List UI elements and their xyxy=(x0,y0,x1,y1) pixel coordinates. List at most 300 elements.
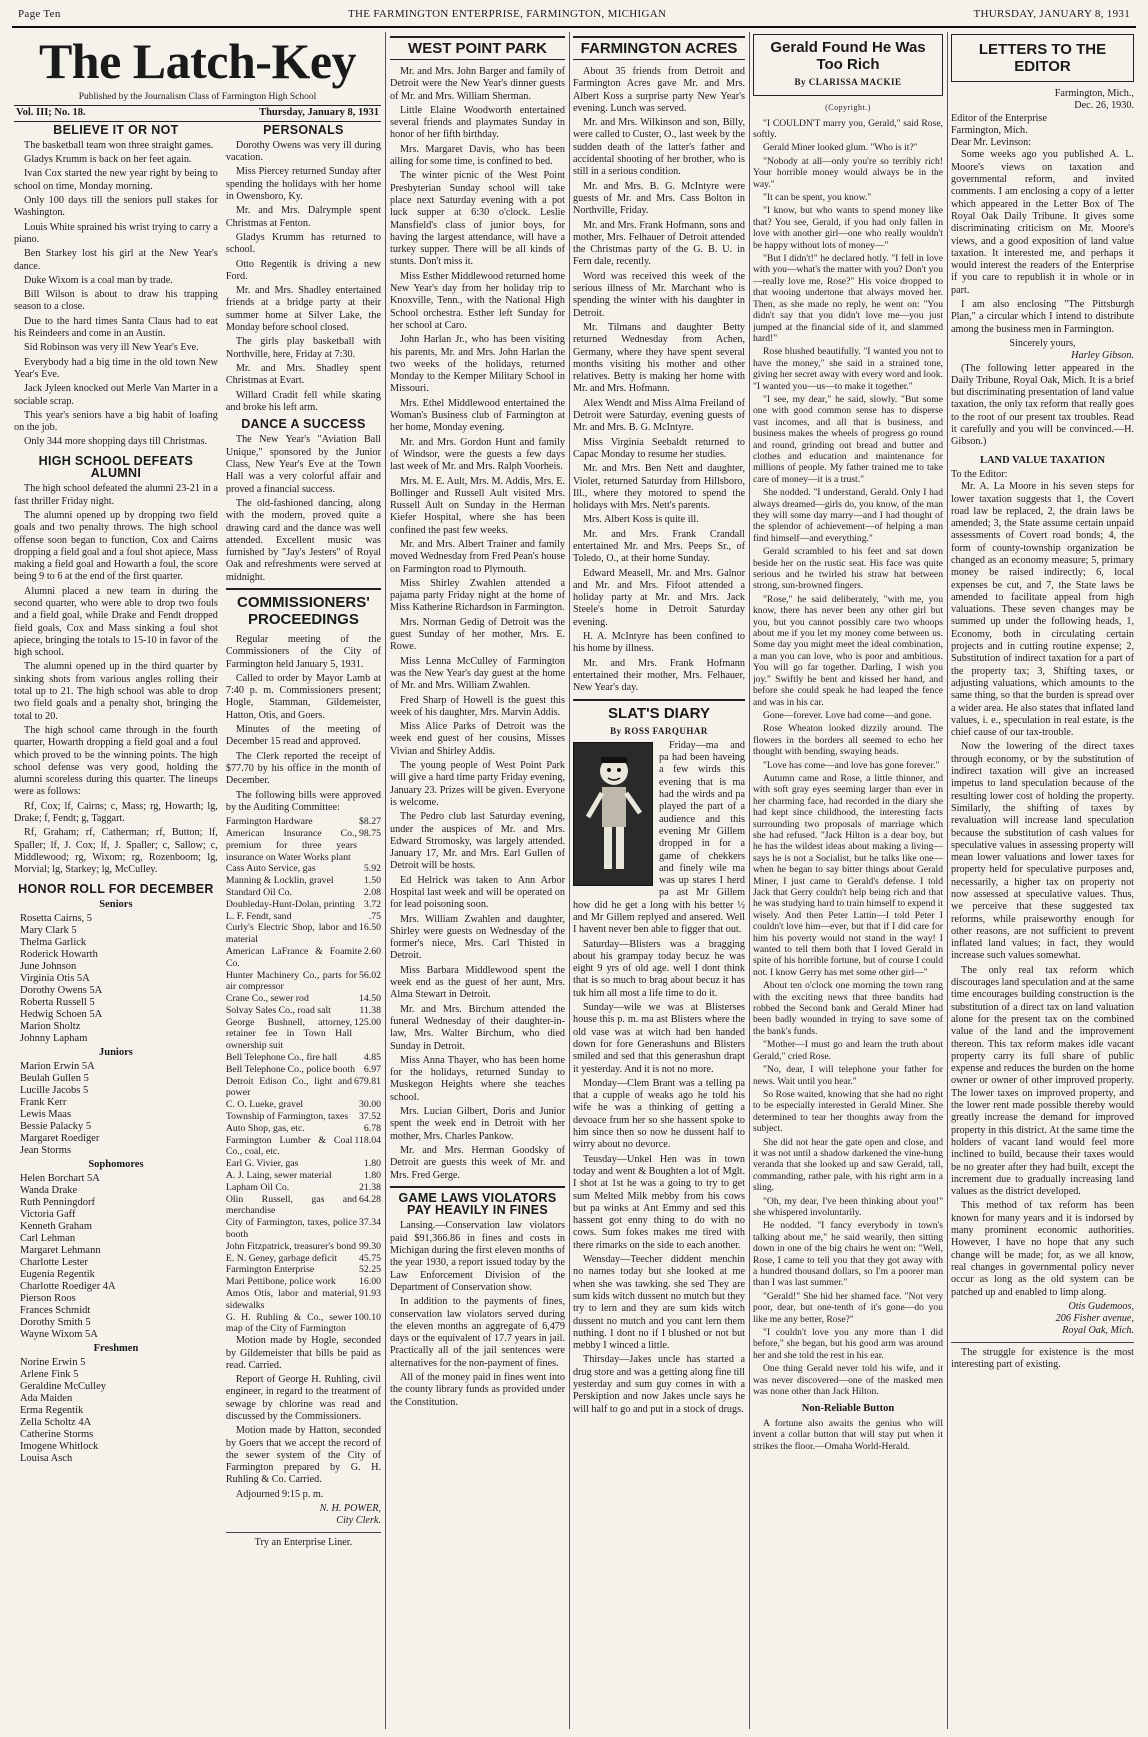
news-item: Miss Virginia Seebaldt returned to Capac Monday to resume her studies. xyxy=(573,436,745,460)
story-paragraph: She did not hear the gate open and close, and it was not until a shadow darkened the vine-hung veranda that she looked up and saw Gerald, tall, commanding, rather pale, with his right arm in a sling. xyxy=(753,1136,943,1194)
news-item: Miss Lenna McCulley of Farmington was the New Year's day guest at the home of Mr. and Mrs. William Zwahlen. xyxy=(390,655,565,692)
defeats-headline: HIGH SCHOOL DEFEATS ALUMNI xyxy=(38,453,194,481)
bill-payee: E. N. Geney, garbage deficit xyxy=(225,1252,338,1264)
honor-student: Eugenia Regentik xyxy=(20,1268,95,1280)
bill-row xyxy=(226,899,381,911)
article-paragraph: Lansing.—Conservation law violators paid $91,366.86 in fines and costs in Michigan during the first eleven months of the year 1930, a report issued today by the Law Enforcement Division of the Department of Conservation show. xyxy=(390,1220,565,1293)
bill-payee: C. O. Lueke, gravel xyxy=(225,1099,304,1111)
honor-student: Zella Scholtz 4A xyxy=(20,1416,92,1428)
article-paragraph: A fortune also awaits the genius who will invent a collar button that will stay put when it strikes the floor.—Omaha World-Herald. xyxy=(753,1417,943,1452)
bill-amount: 52.25 xyxy=(358,1264,381,1276)
honor-student: Lewis Maas xyxy=(20,1108,72,1120)
news-item: Duke Wixom is a coal man by trade. xyxy=(24,274,173,286)
bill-row xyxy=(226,1158,381,1170)
story-paragraph: "Nobody at all—only you're so terribly rich! Your horrible money would always be in the way." xyxy=(753,155,943,190)
defeats-body xyxy=(14,483,218,876)
news-item: The girls play basketball with Northville, here, Friday at 7:30. xyxy=(225,336,381,360)
honor-student: Jean Storms xyxy=(20,1144,72,1156)
bill-amount: 5.92 xyxy=(363,863,381,875)
news-item: Ben Starkey lost his girl at the New Year's dance. xyxy=(14,248,218,272)
honor-student: Geraldine McCulley xyxy=(20,1380,107,1392)
letter-paragraph: I am also enclosing "The Pittsburgh Plan," a circular which I intend to distribute among the business men in Farmington. xyxy=(951,299,1134,335)
news-item: Miss Anna Thayer, who has been home for the holidays, returned Sunday to Muskegon Heights where she teaches school. xyxy=(390,1054,565,1103)
news-item: Mrs. Margaret Davis, who has been ailing for some time, is confined to bed. xyxy=(390,143,565,168)
personals-headline: PERSONALS xyxy=(263,122,344,137)
bill-payee: American Insurance Co., premium for three years insurance on Water Works plant xyxy=(225,827,357,863)
news-item: The Pedro club last Saturday evening, under the auspices of Mr. and Mrs. Edward Stromosky, was largely attended. January 17, Mr. and Mrs. Earl Gullen of Detroit will be hosts. xyxy=(390,811,565,872)
latch-left-column xyxy=(14,122,218,1549)
bill-amount: 6.78 xyxy=(363,1122,381,1134)
story-paragraph: Gerald Miner looked glum. "Who is it?" xyxy=(763,142,918,154)
letters-headline: LETTERS TO THE EDITOR xyxy=(978,41,1107,75)
enterprise-liner-ad: Try an Enterprise Liner. xyxy=(254,1536,353,1548)
bill-amount: 118.04 xyxy=(354,1134,381,1146)
address-line: Editor of the Enterprise xyxy=(951,112,1047,124)
bill-payee: Amos Otis, labor and material, sidewalks xyxy=(225,1288,357,1311)
bill-row xyxy=(226,1194,381,1218)
honor-student: Wayne Wixom 5A xyxy=(20,1328,98,1340)
news-item: Miss Esther Middlewood returned home New Year's day from her holiday trip to Knoxville, Tenn., with the National High School orchestra. Esther left Sunday for her school at Caro. xyxy=(390,270,565,331)
bill-row xyxy=(226,1005,381,1017)
bill-amount: 16.00 xyxy=(358,1276,381,1288)
article-paragraph: The old-fashioned dancing, along with the modern, proved quite a drawing card and the dance was well attended. Excellent music was furnished by "Jay's Jesters" of Royal Oak and refreshments were served at midnight. xyxy=(225,497,381,583)
diary-entry: Wensday—Teecher diddent menchin no names today but she looked at me when she was tawking. she sed They are sum kids witch dussent no mutch but they try to lern and they are sum kids witch dussent no mutch and you cant lern them nuthing. I dont no if I blushed or not but mebby I winced a little. xyxy=(573,1254,745,1352)
bill-amount: 100.10 xyxy=(354,1311,381,1323)
issue-date: THURSDAY, JANUARY 8, 1931 xyxy=(973,8,1130,20)
section-rule xyxy=(226,588,381,590)
article-paragraph: All of the money paid in fines went into the county library funds as provided under the Constitution. xyxy=(390,1371,565,1408)
honor-student: Johnny Lapham xyxy=(20,1032,88,1044)
bill-payee: Earl G. Vivier, gas xyxy=(225,1158,299,1170)
news-item: Mr. and Mrs. Ben Nett and daughter, Violet, returned Saturday from Hillsboro, Ill., where they motored to spend the holidays with Mrs. Nett's parents. xyxy=(573,463,745,512)
honor-student: Arlene Fink 5 xyxy=(20,1368,79,1380)
honor-roll-headline: HONOR ROLL FOR DECEMBER xyxy=(18,881,214,896)
news-item: Only 100 days till the seniors pull stakes for Washington. xyxy=(14,195,218,219)
gerald-copyright: (Copyright.) xyxy=(825,103,871,113)
story-paragraph: "I see, my dear," he said, slowly. "But some one with good common sense has to disperse vast incomes, and all that is business, and business makes the wheels of progress go round and round, grinding out bread and butter and clothes and education and maintenance for millions of people. My father trained me to take care of money—it is a trust." xyxy=(753,393,943,485)
news-item: Mr. and Mrs. Gordon Hunt and family of Windsor, were the guests a few days last week of Mr. and Mrs. Ralph Voorheis. xyxy=(390,436,565,473)
divider xyxy=(573,699,745,701)
story-paragraph: She nodded. "I understand, Gerald. Only I had always dreamed—girls do, you know, of the man they will some day marry—and I had thought of the splendor of achievement—of helping a man find himself—and everything." xyxy=(753,487,943,544)
latch-key-title: The Latch-Key xyxy=(38,33,357,89)
honor-student: Thelma Garlick xyxy=(20,936,87,948)
land-tax-address-2: Royal Oak, Mich. xyxy=(1062,1325,1134,1337)
bill-row xyxy=(226,993,381,1005)
minutes-paragraph: Motion made by Hatton, seconded by Goers that we accept the record of the sewer system of the City of Farmington prepared by G. H. Ruhling & Co. Carried. xyxy=(225,1425,381,1486)
article-paragraph: The high school defeated the alumni 23-21 in a fast thriller Friday night. xyxy=(14,483,218,507)
bill-row xyxy=(226,970,381,994)
bill-row xyxy=(226,1312,381,1336)
honor-student: Ruth Penningdorf xyxy=(20,1196,95,1208)
article-paragraph: The New Year's "Aviation Ball Unique," sponsored by the Junior Class, New Year's Eve at the Town Hall was a very colorful affair and proved a financial success. xyxy=(225,434,381,495)
west-point-body xyxy=(390,66,565,1182)
game-laws-body xyxy=(390,1220,565,1408)
address-line: Dear Mr. Levinson: xyxy=(951,137,1032,149)
bill-amount: 99.30 xyxy=(358,1240,381,1252)
honor-student: Virginia Otis 5A xyxy=(20,972,90,984)
minutes-paragraph: The following bills were approved by the Auditing Committee: xyxy=(225,789,381,813)
story-paragraph: "Mother—I must go and learn the truth about Gerald," cried Rose. xyxy=(753,1039,943,1062)
bill-row xyxy=(226,863,381,875)
divider xyxy=(390,1186,565,1188)
bill-row xyxy=(226,828,381,863)
news-item: Miss Barbara Middlewood spent the week end as the guest of her aunt, Mrs. Alma Stewart in Detroit. xyxy=(390,964,565,1001)
news-item: Due to the hard times Santa Claus had to eat his Reindeers and come in an Austin. xyxy=(14,315,218,340)
story-paragraph: Rose blushed beautifully. "I wanted you not to have the money," she said in a strained tone, giving her secret away with every word and look. "I wanted you—us—to make it together." xyxy=(753,346,943,392)
bill-payee: Auto Shop, gas, etc. xyxy=(225,1122,305,1134)
letter-paragraph: Mr. A. La Moore in his seven steps for lower taxation suggests that 1, the Covert road law be replaced, 2, the drain laws be amended; 3, the State assume certain unpaid assessments of Covert road bonds; 4, the form of county-township organization be changed as an economy measure; 5, primary money be raised indirectly; 6, local expenses be cut, and 7, the State laws be amended to facilitate appeal from high valuations. These seven changes may be summed up under the following heads, 1, Economy, both in circulating certain projects and in cutting routine expense; 2, Substitution of indirect taxation for a part of the property tax; 3, Shifting taxes, or adjusting valuations, which amounts to the same thing, so that the burden is spread over a wider area. He also states that inflated land values, i. e., speculation in real estate, is the chief cause of our tax-trouble. xyxy=(951,481,1134,739)
honor-student: Dorothy Smith 5 xyxy=(20,1316,91,1328)
honor-student: Marion Sholtz xyxy=(20,1020,81,1032)
land-tax-salutation: To the Editor: xyxy=(951,468,1008,480)
letter-paragraph: Now the lowering of the direct taxes through economy, or by the substitution of indirect taxation will give an increased impetus to land speculation because of the resulting lower cost of holding the property. Similarly, the shifting of taxes by revaluation will increase land speculation because the substitution of cash values for speculative values in assessing property will mean lower valuations and lower taxes for property held for speculative purposes and, necessarily, a higher tax on property not now assessed at speculative values. Thus, we perceive that these suggested tax reforms, while praiseworthy enough for other reasons, are not sufficient to prevent inflated land values; in fact, they would increase such values somewhat. xyxy=(951,741,1134,962)
bill-amount: .75 xyxy=(368,910,381,922)
honor-student: Dorothy Owens 5A xyxy=(20,984,103,996)
news-item: Mrs. Ethel Middlewood entertained the Woman's Business club of Farmington at her home, Monday evening. xyxy=(390,397,565,434)
bill-payee: Detroit Edison Co., light and power xyxy=(225,1075,353,1099)
bill-payee: Standard Oil Co. xyxy=(225,886,292,898)
bill-amount: 1.80 xyxy=(363,1158,381,1170)
honor-student: Frances Schmidt xyxy=(20,1304,91,1316)
bill-row xyxy=(226,1135,381,1159)
bill-payee: Curly's Electric Shop, labor and material xyxy=(225,922,357,946)
honor-student: Kenneth Graham xyxy=(20,1220,93,1232)
believe-headline: BELIEVE IT OR NOT xyxy=(53,122,179,137)
latch-key-date: Thursday, January 8, 1931 xyxy=(259,107,379,119)
news-item: Mrs. Albert Koss is quite ill. xyxy=(583,514,699,526)
bill-payee: Solvay Sales Co., road salt xyxy=(225,1004,331,1016)
letter-body xyxy=(951,149,1134,335)
land-tax-headline: LAND VALUE TAXATION xyxy=(979,454,1106,466)
news-item: This year's seniors have a big habit of loafing on the job. xyxy=(14,409,218,434)
story-paragraph: "I COULDN'T marry you, Gerald," said Rose, softly. xyxy=(753,117,943,140)
bill-row xyxy=(226,1017,381,1052)
bill-payee: Township of Farmington, taxes xyxy=(225,1111,349,1123)
news-item: Mr. and Mrs. Wilkinson and son, Billy, were called to Custer, O., last week by the sudden death of the latter's father and accidental shooting of her brother, who is still in a serious condition. xyxy=(573,117,745,178)
bill-row xyxy=(226,1099,381,1111)
news-item: Fred Sharp of Howell is the guest this week of his daughter, Mrs. Marvin Addis. xyxy=(390,694,565,718)
honor-student: Ada Maiden xyxy=(20,1392,73,1404)
bill-amount: 56.02 xyxy=(358,969,381,981)
story-paragraph: Gerald scrambled to his feet and sat down beside her on the rustic seat. His face was quite serious and he twirled his straw hat between strong, sun-browned fingers. xyxy=(753,546,943,592)
bill-payee: L. F. Fendt, sand xyxy=(225,910,292,922)
commissioners-headline: COMMISSIONERS' PROCEEDINGS xyxy=(237,593,370,628)
clerk-title: City Clerk. xyxy=(336,1515,381,1527)
minutes-paragraph: Motion made by Hogle, seconded by Gildemeister that bills be paid as read. Carried. xyxy=(225,1335,381,1371)
bill-amount: 30.00 xyxy=(358,1099,381,1111)
divider xyxy=(226,1532,381,1533)
honor-student: Marion Erwin 5A xyxy=(20,1060,95,1072)
news-item: Ed Helrick was taken to Ann Arbor Hospital last week and will be operated on for lead poisoning soon. xyxy=(390,874,565,911)
letter-paragraph: Some weeks ago you published A. L. Moore's views on taxation and governmental reform, and invited comments. I am enclosing a copy of a letter which appeared in the Letter Box of The Royal Oak Daily Tribune. It gives some discriminating criticism on Mr. Moore's views, and a good exposition of land value taxation. It interested me, and perhaps it would interest the readers of the Enterprise if you care to republish it in whole or in part. xyxy=(951,149,1134,296)
news-item: Alex Wendt and Miss Alma Freiland of Detroit were Saturday, evening guests of Mr. and Mrs. B. G. McIntyre. xyxy=(573,397,745,434)
story-paragraph: About ten o'clock one morning the town rang with the exciting news that three bandits had robbed the Second bank and Gerald Miner had been badly wounded in trying to save some of the bank's funds. xyxy=(753,980,943,1037)
article-paragraph: Alumni placed a new team in during the second quarter, who were able to drop two fouls and a field goal, while Drake and Fendt dropped field goals, Cox and Mass sinking a foul shot apiece, bringing the totals to 15-10 in favor of the high school. xyxy=(14,585,218,659)
news-item: Mr. and Mrs. Shadley entertained friends at a bridge party at their summer home at Silver Lake, the Monday before school closed. xyxy=(225,285,381,334)
minutes-paragraph: Regular meeting of the Commissioners of the City of Farmington held January 5, 1931. xyxy=(225,633,381,670)
closing-quip: The struggle for existence is the most interesting part of existing. xyxy=(951,1346,1134,1370)
grade-heading: Freshmen xyxy=(93,1342,139,1354)
bill-row xyxy=(226,816,381,828)
bill-payee: Farmington Lumber & Coal Co., coal, etc. xyxy=(225,1134,353,1158)
story-paragraph: "It can be spent, you know." xyxy=(763,192,872,204)
west-point-column xyxy=(390,32,565,1729)
news-item: John Harlan Jr., who has been visiting his parents, Mr. and Mrs. John Harlan the two weeks of the holidays, returned Monday to the Kemper Military School in Missouri. xyxy=(390,334,565,395)
bill-amount: 91.93 xyxy=(358,1288,381,1300)
bill-amount: 2.60 xyxy=(363,945,381,957)
bill-amount: 1.80 xyxy=(363,1170,381,1182)
bill-payee: American LaFrance & Foamite Co. xyxy=(225,945,362,969)
collar-button-headline: Non-Reliable Button xyxy=(801,1403,895,1415)
bill-payee: City of Farmington, taxes, police booth xyxy=(225,1217,357,1241)
game-laws-headline: GAME LAWS VIOLATORS PAY HEAVILY IN FINES xyxy=(398,1190,557,1218)
bill-payee: Bell Telephone Co., fire hall xyxy=(225,1052,338,1064)
bill-payee: Olin Russell, gas and merchandise xyxy=(225,1193,357,1217)
bill-payee: Lapham Oil Co. xyxy=(225,1181,290,1193)
article-paragraph: The alumni opened up in the third quarter by sinking shots from various angles rolling their total up to 21. The high school was able to drop two field goals and a penalty shot, bringing the total to 20. xyxy=(14,661,218,722)
news-item: Mr. and Mrs. John Barger and family of Detroit were the New Year's dinner guests of Mr. and Mrs. William Sherman. xyxy=(390,66,565,102)
news-item: Mr. and Mrs. Herman Goodsky of Detroit are guests this week of Mr. and Mrs. Fred Gerge. xyxy=(390,1144,565,1181)
news-item: Ivan Cox started the new year right by being to school on time, Monday morning. xyxy=(14,168,218,192)
honor-student: Beulah Gullen 5 xyxy=(20,1072,89,1084)
news-item: Mrs. Norman Gedig of Detroit was the guest Sunday of her mother, Mrs. E. Rowe. xyxy=(390,616,565,653)
land-tax-body xyxy=(951,481,1134,1299)
bill-row xyxy=(226,1288,381,1312)
news-item: Little Elaine Woodworth entertained several friends and playmates Sunday in honor of her fifth birthday. xyxy=(390,104,565,141)
gerald-story-header xyxy=(753,34,943,96)
honor-student: Margaret Roediger xyxy=(20,1132,100,1144)
gerald-byline: By CLARISSA MACKIE xyxy=(794,77,902,87)
news-item: Mrs. M. E. Ault, Mrs. M. Addis, Mrs. E. Bollinger and Russell Ault visited Mrs. Russell Ault on Sunday in the Herman Kiefer Hospital, where she has been confined the past few weeks. xyxy=(390,475,565,536)
bill-payee: Crane Co., sewer rod xyxy=(225,993,309,1005)
news-item: Mr. Tilmans and daughter Betty returned Wednesday from Achen, Germany, where they have spent several months visiting his mother and other relatives. Betty is making her home with Mr. and Mrs. Hofmann. xyxy=(573,321,745,395)
paper-name: THE FARMINGTON ENTERPRISE, FARMINGTON, MICHIGAN xyxy=(348,8,667,20)
news-item: Otto Regentik is driving a new Ford. xyxy=(225,258,381,282)
letter-paragraph: This method of tax reform has been known for many years and it is indorsed by many prominent economic authorities. However, I have no hope that any such change will be made; for, as we all know, real changes in governmental policy never occur as long as the old system can be patched up and enabled to limp along. xyxy=(951,1200,1134,1298)
believe-body xyxy=(14,140,218,449)
bill-payee: Mari Pettibone, police work xyxy=(225,1276,336,1288)
bill-amount: 679.81 xyxy=(354,1075,381,1087)
column-rule xyxy=(947,32,948,1729)
letter-date: Dec. 26, 1930. xyxy=(1074,100,1134,112)
bill-row xyxy=(226,1076,381,1100)
news-item: Louis White sprained his wrist trying to carry a piano. xyxy=(14,221,218,245)
news-item: Mr. and Mrs. B. G. McIntyre were guests of Mr. and Mrs. Cass Bolton in Northville, Friday. xyxy=(573,180,745,217)
bill-payee: Bell Telephone Co., police booth xyxy=(225,1063,356,1075)
diary-entry: Teusday—Unkel Hen was in town today and went & Boughten a lot of Mglt. I shot at 1st he was a going to try to get sum Melted Milk mebby from his cows but pa winks at Ant Emmy and sed this hassent got enny thing to do with no cows. Sum fokes makes me tired with there rimarks on the side to each another. xyxy=(573,1153,745,1251)
news-item: Mr. and Mrs. Albert Trainer and family moved Wednesday from Fred Pean's house on Farmington road to Plymouth. xyxy=(390,538,565,575)
news-item: Word was received this week of the serious illness of Mr. Marchant who is spending the winter with his daughter in Detroit. xyxy=(573,270,745,319)
news-item: Willard Cradit fell while skating and broke his left arm. xyxy=(225,389,381,413)
story-paragraph: He nodded. "I fancy everybody in town's talking about me," he said wearily, then sitting down in one of the big chairs he went on: "Well, Rose, I came to tell you that they got away with a hundred thousand dollars, so I'm a poorer man than I was last summer." xyxy=(753,1220,943,1289)
bill-amount: 45.75 xyxy=(358,1252,381,1264)
news-item: Mr. and Mrs. Dalrymple spent Christmas at Fenton. xyxy=(225,205,381,229)
bill-payee: Hunter Machinery Co., parts for air compressor xyxy=(225,969,357,993)
story-paragraph: Gone—forever. Love had come—and gone. xyxy=(763,709,932,721)
news-item: Mr. and Mrs. Frank Crandall entertained Mr. and Mrs. Peeps Sr., of Toledo, O., at their home Sunday. xyxy=(573,528,745,565)
honor-student: Catherine Storms xyxy=(20,1428,94,1440)
story-paragraph: So Rose waited, knowing that she had no right to be especially interested in Gerald Miner. She determined to tear her thoughts away from the subject. xyxy=(753,1088,943,1135)
story-paragraph: One thing Gerald never told his wife, and it was never discovered—one of the masked men was none other than Jack Hilton. xyxy=(753,1363,943,1398)
bill-payee: Cass Auto Service, gas xyxy=(225,863,316,875)
bill-payee: Manning & Locklin, gravel xyxy=(225,875,334,887)
bill-amount: $8.27 xyxy=(358,816,381,828)
honor-student: Rosetta Cairns, 5 xyxy=(20,912,93,924)
honor-student: Charlotte Roediger 4A xyxy=(20,1280,116,1292)
grade-heading: Seniors xyxy=(99,898,133,910)
story-paragraph: Autumn came and Rose, a little thinner, and with soft gray eyes seeming larger than ever in her charming face, had recorded in the diary she had kept since childhood, the interesting facts surrounding two proposals of marriage which she had refused. "Jack Hilton is a dear boy, but he has the wildest ideas about making a living—says he is not a Socialist, but he talks like one—when he began to say bitter things about Gerald Miner, I just came to Gerald's defense. I told Jack that Gerry couldn't help being rich and that he was studying hard to train himself to expend it wisely. And then Peter Lattin—I told Peter I couldn't love him—ever, but that if I did care for him his poverty would not stand in the way! I wanted to tell them both that I loved Gerald in spite of his horrible fortune, but of course I could not. I know Gerry has met some other girl—" xyxy=(753,772,943,978)
dance-body xyxy=(226,434,381,584)
news-item: Mrs. William Zwahlen and daughter, Shirley were guests on Wednesday of the former's niece, Mrs. Carl Thisted in Detroit. xyxy=(390,913,565,962)
news-item: Mr. and Mrs. Birchum attended the funeral Wednesday of their daughter-in-law, Mrs. Walter Birchum, who died Sunday in Detroit. xyxy=(390,1003,565,1052)
honor-student: Bessie Palacky 5 xyxy=(20,1120,92,1132)
news-item: H. A. McIntyre has been confined to his home by illness. xyxy=(573,631,745,655)
article-paragraph: Rf, Graham; rf, Catherman; rf, Button; lf, Spaller; lf, J. Cox; lf, J. Spaller; c, Sallow; c, Middlewood; rg, Wixom; rg, Rozenboom; lg, Morvial; lg, Starkey; lg, McCulley. xyxy=(14,827,218,876)
news-item: About 35 friends from Detroit and Farmington Acres gave Mr. and Mrs. Albert Koss a surprise party New Year's evening. Lunch was served. xyxy=(573,66,745,114)
bill-payee: John Fitzpatrick, treasurer's bond xyxy=(225,1240,357,1252)
latch-key-section xyxy=(14,32,381,1729)
story-paragraph: "But I didn't!" he declared hotly. "I fell in love with you—what's the matter with you? Don't you—really love me, Rose?" His voice dropped to that wooing undertone that always moved her. Then, as she made no reply, he went on: "You didn't say that you didn't love me—you just jumped at the financial side of it, and slammed hard!" xyxy=(753,253,943,344)
gerald-headline: Gerald Found He Was Too Rich xyxy=(770,39,926,73)
bill-row xyxy=(226,1276,381,1288)
honor-student: Pierson Roos xyxy=(20,1292,76,1304)
bill-row xyxy=(226,922,381,946)
minutes-paragraph: The Clerk reported the receipt of $77.70 by his office in the month of December. xyxy=(225,750,381,787)
bill-row xyxy=(226,946,381,970)
slats-illustration xyxy=(573,742,653,886)
minutes-paragraph: Report of George H. Ruhling, civil engineer, in regard to the treatment of sewage by chlorine was read and discussed by the Commissioners. xyxy=(225,1374,381,1422)
personals-body xyxy=(226,140,381,414)
latch-key-volume-line xyxy=(14,105,381,121)
bill-amount: 11.38 xyxy=(359,1004,381,1016)
story-paragraph: "No, dear, I will telephone your father for news. Wait until you hear." xyxy=(753,1064,943,1087)
letter-signature: Harley Gibson. xyxy=(1071,350,1134,362)
story-paragraph: "Love has come—and love has gone forever." xyxy=(763,759,940,771)
news-item: Dorothy Owens was very ill during vacation. xyxy=(225,139,381,164)
news-item: Gladys Krumm has returned to school. xyxy=(225,231,381,256)
article-paragraph: In addition to the payments of fines, conservation law violators served during the eleven months an aggregate of 6,479 days or the equivalent of 17.7 years in jail. Practically all of the jail sentences were alternatives for the non-payment of fines. xyxy=(390,1296,565,1369)
story-paragraph: "I couldn't love you any more than I did before," she began, but his good arm was around her and she told the rest in his ear. xyxy=(753,1327,943,1361)
bill-payee: Doubleday-Hunt-Dolan, printing xyxy=(225,898,355,910)
letter-place: Farmington, Mich., xyxy=(1054,88,1134,99)
honor-student: Roderick Howarth xyxy=(20,948,98,960)
news-item: Miss Alice Parks of Detroit was the week end guest of her cousins, Misses Vivian and Shirley Addis. xyxy=(390,721,565,757)
bill-payee: George Bushnell, attorney, retainer fee in Town Hall ownership suit xyxy=(225,1016,353,1052)
gerald-body xyxy=(753,118,943,1398)
bill-row xyxy=(226,1111,381,1123)
article-paragraph: Rf, Cox; lf, Cairns; c, Mass; rg, Howarth; lg, Drake; f, Fendt; g, Taggart. xyxy=(14,800,218,825)
column-rule xyxy=(569,32,570,1729)
acres-body xyxy=(573,66,745,695)
volume-number: Vol. III; No. 18. xyxy=(16,107,86,119)
bill-amount: 125.00 xyxy=(354,1016,381,1028)
bill-amount: 2.08 xyxy=(363,886,381,898)
masthead-rule xyxy=(12,26,1136,28)
diary-byline: By ROSS FARQUHAR xyxy=(610,725,708,736)
honor-student: Carl Lehman xyxy=(20,1232,76,1244)
column-rule xyxy=(385,32,386,1729)
diary-entry: Friday—ma and pa had been haveing a few wirds this evening that is ma had the wirds and pa played the part of a audience and this evening Mr Gillem dropped in for a game of chekkers and finely wile ma was up stares I herd pa ast Mr Gillem how did he get a long with his better ½ and Mr Gillem replyed and ansered. Well I havent never ben able to figger that out. xyxy=(573,739,745,936)
bill-amount: 14.50 xyxy=(358,993,381,1005)
letters-header xyxy=(951,34,1134,82)
latch-key-columns xyxy=(14,122,381,1549)
minutes-paragraph: Called to order by Mayor Lamb at 7:40 p. m. Commissioners present; Hogle, Stamman, Gildemeister, Hatton, Otis, and Goers. xyxy=(225,672,381,721)
honor-student: Erma Regentik xyxy=(20,1404,84,1416)
story-paragraph: "I know, but who wants to spend money like that? You see, Gerald, if you had only fallen in love with another girl—one who really wouldn't be happy without lots of money—" xyxy=(753,205,943,251)
bill-row xyxy=(226,1253,381,1265)
news-item: The winter picnic of the West Point Presbyterian Sunday school will take place next Saturday evening with a pot luck supper at 6:30 o'clock. Leslie Mansfield's class of junior boys, for having the largest attendance, will have a turkey supper. There will be all kinds of stunts. Don't miss it. xyxy=(390,170,565,268)
collar-button-body xyxy=(753,1418,943,1452)
land-tax-signature: Otis Gudemoos, xyxy=(1068,1300,1134,1312)
dance-headline: DANCE A SUCCESS xyxy=(241,417,366,432)
honor-student: Mary Clark 5 xyxy=(20,924,77,936)
news-item: Sid Robinson was very ill New Year's Eve. xyxy=(24,342,199,354)
article-paragraph: The high school came through in the fourth quarter, Howarth dropping a field goal and a foul which proved to be the winning points. The high school defense was very good, holding the alumni scoreless during this quarter. The lineups were as follows: xyxy=(14,724,218,798)
bill-payee: Farmington Enterprise xyxy=(225,1264,315,1276)
masthead xyxy=(18,6,1130,24)
honor-student: Margaret Lehmann xyxy=(20,1244,101,1256)
bill-amount: 98.75 xyxy=(358,827,381,839)
bill-payee: Farmington Hardware xyxy=(225,816,313,828)
honor-student: Frank Kerr xyxy=(20,1096,67,1108)
bill-row xyxy=(226,1241,381,1253)
bill-amount: 4.85 xyxy=(363,1052,381,1064)
honor-student: Imogene Whitlock xyxy=(20,1440,99,1452)
column-rule xyxy=(749,32,750,1729)
diary-headline: SLAT'S DIARY xyxy=(608,704,710,722)
story-paragraph: "Rose," he said deliberately, "with me, you know, there has never been any other girl but you, but you cannot possibly care two whoops about me if you let my money come between us. Some day you might meet the ideal combination, a man you can love, who is poor and ambitious. You will go far together. Darling, I wish you joy." Swiftly he bent and kissed her hand, and before she could speak he had leaped the fence and was in his car. xyxy=(753,593,943,708)
letter-paragraph: The only real tax reform which discourages land speculation and at the same time encourages building construction is the substitution of a direct tax on land valuation alone for the present tax on the combined value of the land and the improvement thereon. This tax reform makes idle vacant property carry its full share of public expense and reduces the burden on the home owner or owner of other improved property. The lower taxes on improved property, and the lower rent made possible thereby would greatly increase the demand for improved property in this district. At the same time the holders of vacant land would feel more inclined to build, because their taxes would be no greater after they had built, except the increment due to gradually increasing land values as the district developed. xyxy=(951,964,1134,1198)
latch-right-column xyxy=(226,122,381,1549)
letter-closing: Sincerely yours, xyxy=(1009,337,1076,349)
honor-student: Louisa Asch xyxy=(20,1452,73,1464)
news-item: Edward Measell, Mr. and Mrs. Galnor and Mr. and Mrs. Fifoot attended a holiday party at Mr. and Mrs. Jack Steele's home in Detroit Saturday evening. xyxy=(573,567,745,628)
news-item: Mrs. Lucian Gilbert, Doris and Junior spent the week end in Detroit with her mother, Mrs. Charles Pankow. xyxy=(390,1106,565,1142)
bill-row xyxy=(226,1182,381,1194)
grade-heading: Juniors xyxy=(99,1046,133,1058)
divider xyxy=(951,1342,1134,1343)
news-item: Miss Shirley Zwahlen attended a pajama party Friday night at the home of Miss Katherine Richardson in Farmington. xyxy=(390,577,565,614)
clerk-name: N. H. POWER, xyxy=(319,1503,381,1515)
bill-row xyxy=(226,1123,381,1135)
news-item: Everybody had a big time in the old town New Year's Eve. xyxy=(14,356,218,380)
news-item: Gladys Krumm is back on her feet again. xyxy=(24,154,192,166)
diary-entry: Thirsday—Jakes uncle has started a drug store and was a getting along fine till yesterday and sum guy comes in with a Perskiption and now Jakes uncle says he will half to go and put in a stock of drugs. xyxy=(573,1354,745,1415)
bill-row xyxy=(226,875,381,887)
honor-student: Victoria Gaff xyxy=(20,1208,76,1220)
news-item: Only 344 more shopping days till Christmas. xyxy=(24,436,208,448)
commissioners-intro xyxy=(226,634,381,814)
news-item: Mr. and Mrs. Frank Hofmann, sons and mother, Mrs. Felhauer of Detroit attended the Christmas party of the G. B. U. in Fern dale, recently. xyxy=(573,219,745,268)
story-paragraph: "Oh, my dear, I've been thinking about you!" she whispered involuntarily. xyxy=(753,1195,943,1218)
news-item: Mr. and Mrs. Shadley spent Christmas at Evart. xyxy=(225,362,381,387)
page-number: Page Ten xyxy=(18,8,61,20)
west-point-headline: WEST POINT PARK xyxy=(390,36,565,60)
article-paragraph: The alumni opened up by dropping two field goals and two penalty throws. The high school offense soon began to function, Cox and Cairns dropping a field goal and a foul shot apiece, Mass making a field goal and Howarth a foul, the score being 9 to 6 at the end of the first quarter. xyxy=(14,509,218,583)
honor-student: June Johnson xyxy=(20,960,77,972)
bill-row xyxy=(226,1052,381,1064)
grade-heading: Sophomores xyxy=(88,1158,144,1170)
honor-student: Roberta Russell 5 xyxy=(20,996,95,1008)
land-tax-address-1: 206 Fisher avenue, xyxy=(1055,1313,1134,1325)
honor-student: Helen Borchart 5A xyxy=(20,1172,100,1184)
bill-row xyxy=(226,1170,381,1182)
news-item: Mr. and Mrs. Frank Hofmann entertained their mother, Mrs. Felhauer, New Year's day. xyxy=(573,657,745,694)
bill-amount: 6.97 xyxy=(363,1063,381,1075)
honor-student: Lucille Jacobs 5 xyxy=(20,1084,89,1096)
honor-roll-list xyxy=(14,899,218,1465)
diary-entry: Monday—Clem Brant was a telling pa that a cupple of weaks ago he told his wife he was a thinking of getting a devoace frum her so she hassent spoke to him since then so now he dussent half to wirry about no devorce. xyxy=(573,1077,745,1151)
